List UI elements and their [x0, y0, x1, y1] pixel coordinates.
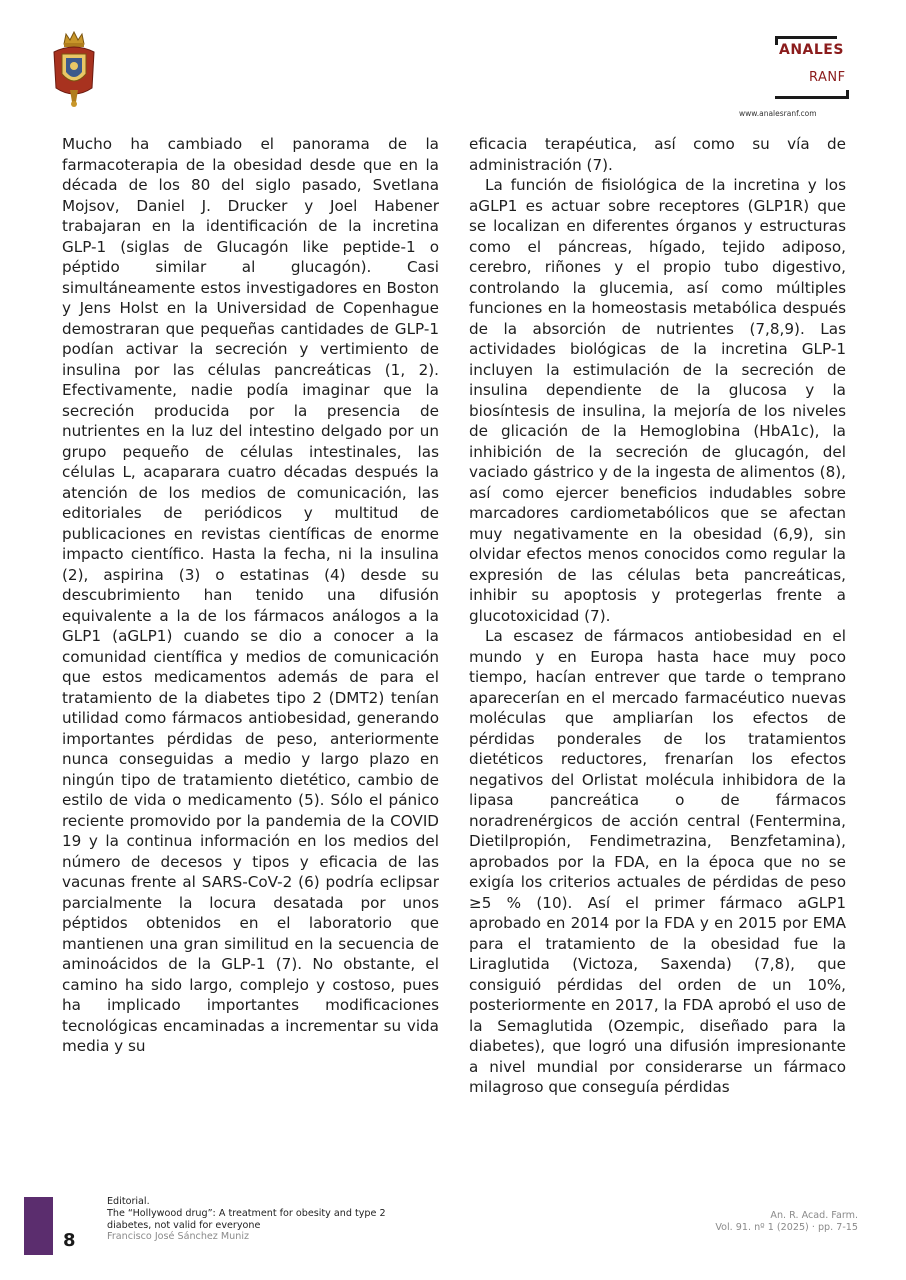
text-column-left	[62, 134, 439, 1057]
footer-volume: Vol. 91. nº 1 (2025) · pp. 7-15	[715, 1221, 858, 1233]
brand-bracket-bottom	[775, 90, 849, 99]
footer-journal-info	[715, 1210, 858, 1234]
footer-section: Editorial.	[107, 1196, 150, 1207]
footer-article-info	[107, 1196, 386, 1243]
journal-url: www.analesranf.com	[739, 109, 817, 118]
brand-name: ANALES	[779, 42, 844, 58]
footer-title-line1: The “Hollywood drug”: A treatment for obesity and type 2	[107, 1207, 386, 1219]
academy-crest-logo	[50, 30, 98, 108]
page-number: 8	[63, 1230, 76, 1251]
brand-subname: RANF	[809, 70, 846, 85]
footer-author: Francisco José Sánchez Muniz	[107, 1231, 250, 1243]
paragraph: Mucho ha cambiado el panorama de la farmacoterapia de la obesidad desde que en la década de los 80 del siglo pasado, Svetlana Mojsov, Daniel J. Drucker y Joel Habener trabajaran en la identificación de la incretina GLP-1 (siglas de Glucagón like peptide-1 o péptido similar al glucagón). Casi simultáneamente estos investigadores en Boston y Jens Holst en la Universidad de Copenhague demostraran que pequeñas cantidades de GLP-1 podían activar la secreción y vertimiento de insulina por las células pancreáticas (1, 2). Efectivamente, nadie podía imaginar que la secreción producida por la presencia de nutrientes en la luz del intestino delgado por un grupo pequeño de células intestinales, las células L, acaparara cuatro décadas después la atención de los medios de comunicación, las editoriales de periódicos y multitud de publicaciones en revistas científicas de enorme impacto científico. Hasta la fecha, ni la insulina (2), aspirina (3) o estatinas (4) desde su descubrimiento han tenido una difusión equivalente a la de los fármacos análogos a la GLP1 (aGLP1) cuando se dio a conocer a la comunidad científica y medios de comunicación que estos medicamentos además de para el tratamiento de la diabetes tipo 2 (DMT2) tenían utilidad como fármacos antiobesidad, generando importantes pérdidas de peso, anteriormente nunca conseguidas a medio y largo plazo en ningún tipo de tratamiento dietético, cambio de estilo de vida o medicamento (5). Sólo el pánico reciente promovido por la pandemia de la COVID 19 y la continua información en los medios del número de decesos y tipos y eficacia de las vacunas frente al SARS-CoV-2 (6) podría eclipsar parcialmente la locura desatada por unos péptidos obtenidos en el laboratorio que mantienen una gran similitud en la secuencia de aminoácidos de la GLP-1 (7). No obstante, el camino ha sido largo, complejo y costoso, pues ha implicado importantes modificaciones tecnológicas encaminadas a incrementar su vida media y su	[62, 135, 439, 1055]
footer-journal: An. R. Acad. Farm.	[770, 1210, 858, 1221]
journal-brand	[733, 36, 853, 120]
paragraph: eficacia terapéutica, así como su vía de administración (7).	[469, 135, 846, 174]
footer-accent-bar	[24, 1197, 53, 1255]
paragraph: La escasez de fármacos antiobesidad en el mundo y en Europa hasta hace muy poco tiempo, hacían entrever que tarde o temprano aparecerían en el mercado farmacéutico nuevas moléculas que ampliarían los efectos de pérdidas ponderales de los tratamientos dietéticos reductores, frenarían los efectos negativos del Orlistat molécula inhibidora de la lipasa pancreática o de fármacos noradrenérgicos de acción central (Fentermina, Dietilpropión, Fendimetrazina, Benzfetamina), aprobados por la FDA, en la época que no se exigía los criterios actuales de pérdidas de peso ≥5 % (10). Así el primer fármaco aGLP1 aprobado en 2014 por la FDA y en 2015 por EMA para el tratamiento de la obesidad fue la Liraglutida (Victoza, Saxenda) (7,8), que consiguió pérdidas del orden de un 10%, posteriormente en 2017, la FDA aprobó el uso de la Semaglutida (Ozempic, diseñado para la diabetes), que logró una difusión impresionante a nivel mundial por considerarse un fármaco milagroso que conseguía pérdidas	[469, 627, 846, 1096]
paragraph: La función de fisiológica de la incretina y los aGLP1 es actuar sobre receptores (GLP1R) que se localizan en diferentes órganos y estructuras como el páncreas, hígado, tejido adiposo, cerebro, riñones y el propio tubo digestivo, controlando la glucemia, así como múltiples funciones en la homeostasis metabólica después de la absorción de nutrientes (7,8,9). Las actividades biológicas de la incretina GLP-1 incluyen la estimulación de la secreción de insulina dependiente de la glucosa y la biosíntesis de insulina, la mejoría de los niveles de glicación de la Hemoglobina (HbA1c), la inhibición de la secreción de glucagón, del vaciado gástrico y de la ingesta de alimentos (8), así como ejercer beneficios indudables sobre marcadores cardiometabólicos que se afectan muy negativamente en la obesidad (6,9), sin olvidar efectos menos conocidos como regular la expresión de las células beta pancreáticas, inhibir su apoptosis y protegerlas frente a glucotoxicidad (7).	[469, 176, 846, 625]
text-column-right	[469, 134, 846, 1098]
footer-title-line2: diabetes, not valid for everyone	[107, 1219, 261, 1231]
